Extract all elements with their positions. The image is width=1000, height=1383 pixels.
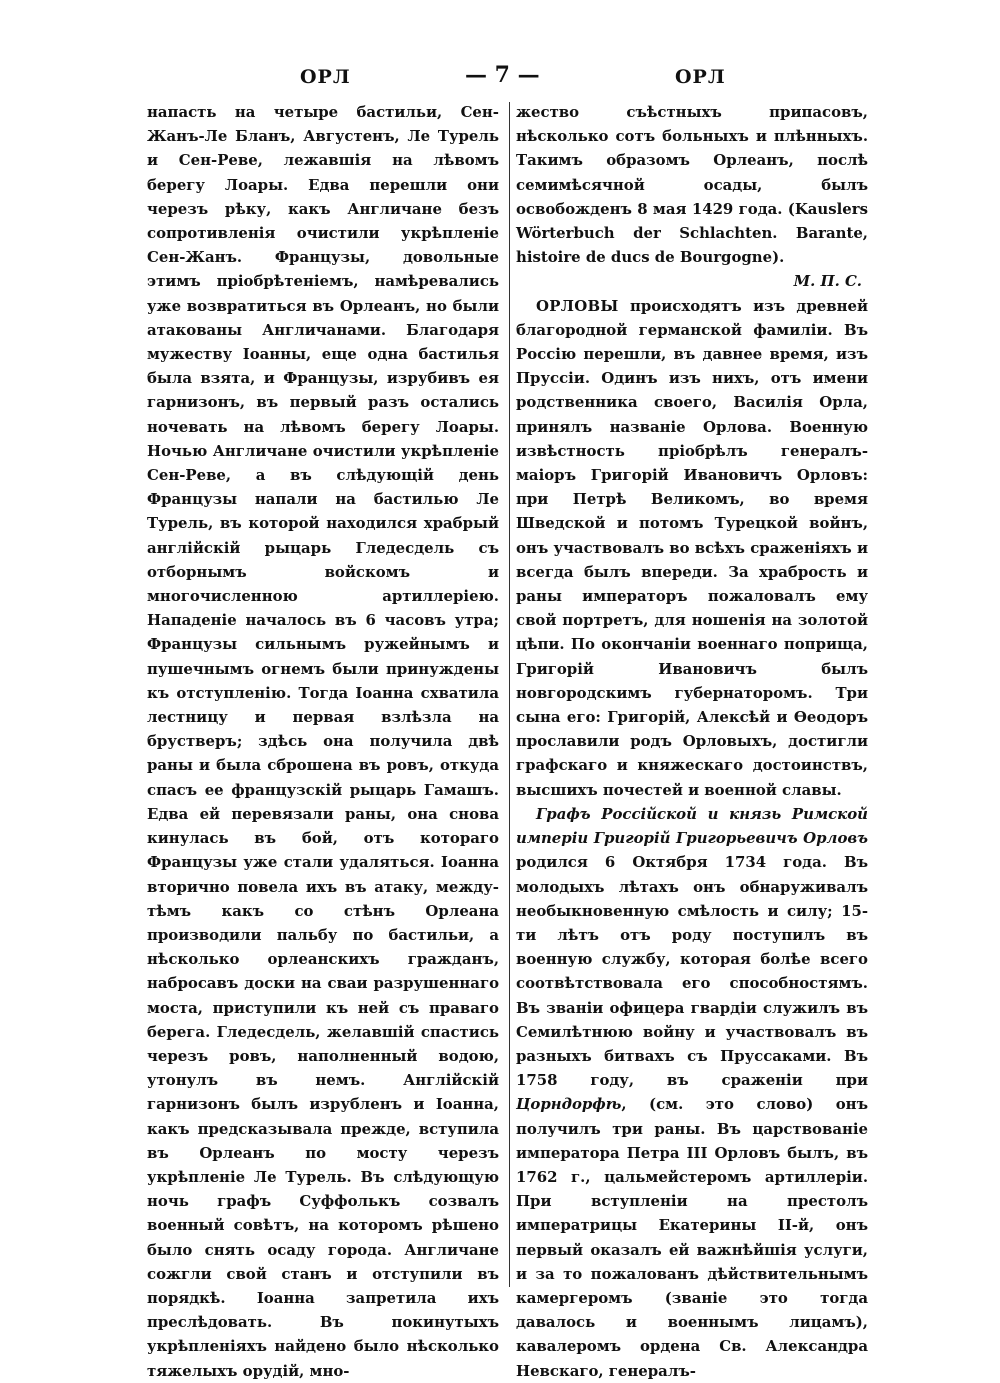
zorndorf-link: Цорндорфѣ <box>516 1095 622 1114</box>
header-left: ОРЛ <box>300 66 351 88</box>
column-divider <box>509 102 510 1287</box>
joan-paragraph-continuation: жество съѣстныхъ припасовъ, нѣсколько сотъ больныхъ и плѣнныхъ. Такимъ образомъ Орлеанъ, послѣ семимѣсячной осады, былъ освобожденъ 8 мая 1429 года. (Kauslers Wörterbuch der Schlachten. Barante, histoire de ducs de Bourgogne). <box>516 103 868 267</box>
orlovy-headword: ОРЛОВЫ <box>536 296 619 315</box>
grigory-text-1: родился 6 Октября 1734 года. Въ молодыхъ лѣтахъ онъ обнаруживалъ необыкновенную смѣлость и силу; 15-ти лѣтъ отъ роду поступилъ въ военную службу, которая болѣе всего соотвѣтствовала его способностямъ. Въ званіи офицера гвардіи служилъ въ Семилѣтнюю войну и участвовалъ въ разныхъ битвахъ съ Пруссаками. Въ 1758 году, въ сраженіи при <box>516 853 868 1090</box>
grigory-entry <box>516 802 868 1383</box>
running-header <box>0 62 1000 94</box>
grigory-text-2: , (см. это слово) онъ получилъ три раны. Въ царствованіе императора Петра III Орловъ былъ, въ 1762 г., цальмейстеромъ артиллеріи. При вступленіи на престолъ императрицы Екатерины II-й, онъ первый оказалъ ей важнѣйшія услуги, и за то пожалованъ дѣйствительнымъ камергеромъ (званіе это тогда давалось и военнымъ лицамъ), кавалеромъ ордена Св. Александра Невскаго, генералъ- <box>516 1095 868 1380</box>
orlovy-text: происходятъ изъ древней благородной германской фамиліи. Въ Россію перешли, въ давнее время, изъ Пруссіи. Одинъ изъ нихъ, отъ имени родственника своего, Василія Орла, принялъ названіе Орлова. Военную извѣстность пріобрѣлъ генералъ-маіоръ Григорій Ивановичъ Орловъ: при Петрѣ Великомъ, во время Шведской и потомъ Турецкой войнъ, онъ участвовалъ во всѣхъ сраженіяхъ и всегда былъ впереди. За храбрость и раны императоръ пожаловалъ ему свой портретъ, для ношенія на золотой цѣпи. По окончаніи военнаго поприща, Григорій Ивановичъ былъ новгородскимъ губернаторомъ. Три сына его: Григорій, Алексѣй и Ѳеодоръ прославили родъ Орловыхъ, достигли графскаго и княжескаго достоинствъ, высшихъ почестей и военной славы. <box>516 296 868 799</box>
orlovy-entry <box>516 294 868 802</box>
grigory-headword: Графъ Россійской и князь Римской имперіи Григорій Григорьевичъ Орловъ <box>516 804 868 848</box>
header-right: ОРЛ <box>675 66 726 88</box>
page-number: — 7 — <box>465 62 540 88</box>
left-column <box>147 100 499 1383</box>
right-column <box>516 100 868 1383</box>
author-signature: М. П. С. <box>793 272 862 291</box>
joan-paragraph: напасть на четыре бастильи, Сен-Жанъ-Ле Бланъ, Августенъ, Ле Турель и Сен-Реве, лежавшія на лѣвомъ берегу Лоары. Едва перешли они черезъ рѣку, какъ Англичане безъ сопротивленія очистили укрѣпленіе Сен-Жанъ. Французы, довольные этимъ пріобрѣтеніемъ, намѣревались уже возвратиться въ Орлеанъ, но были атакованы Англичанами. Благодаря мужеству Іоанны, еще одна бастилья была взята, и Французы, изрубивъ ея гарнизонъ, въ первый разъ остались ночевать на лѣвомъ берегу Лоары. Ночью Англичане очистили укрѣпленіе Сен-Реве, а въ слѣдующій день Французы напали на бастилью Ле Турель, въ которой находился храбрый англійскій рыцарь Гледесдель съ отборнымъ войскомъ и многочисленною артиллеріею. Нападеніе началось въ 6 часовъ утра; Французы сильнымъ ружейнымъ и пушечнымъ огнемъ были принуждены къ отступленію. Тогда Іоанна схватила лестницу и первая взлѣзла на брустверъ; здѣсь она получила двѣ раны и была сброшена въ ровъ, откуда спасъ ее французскій рыцарь Гамашъ. Едва ей перевязали раны, она снова кинулась въ бой, отъ котораго Французы уже стали удаляться. Іоанна вторично повела ихъ въ атаку, между-тѣмъ какъ со стѣнъ Орлеана производили пальбу по бастильи, а нѣсколько орлеанскихъ гражданъ, набросавъ доски на сваи разрушеннаго моста, приступили къ ней съ праваго берега. Гледесдель, желавшій спастись черезъ ровъ, наполненный водою, утонулъ въ немъ. Англійскій гарнизонъ былъ изрубленъ и Іоанна, какъ предсказывала прежде, вступила въ Орлеанъ по мосту черезъ укрѣпленіе Ле Турель. Въ слѣдующую ночь графъ Суффолькъ созвалъ военный совѣтъ, на которомъ рѣшено было снять осаду города. Англичане сожгли свой станъ и отступили въ порядкѣ. Іоанна запретила ихъ преслѣдовать. Въ покинутыхъ укрѣпленіяхъ найдено было нѣсколько тяжелыхъ орудій, мно- <box>147 103 499 1380</box>
